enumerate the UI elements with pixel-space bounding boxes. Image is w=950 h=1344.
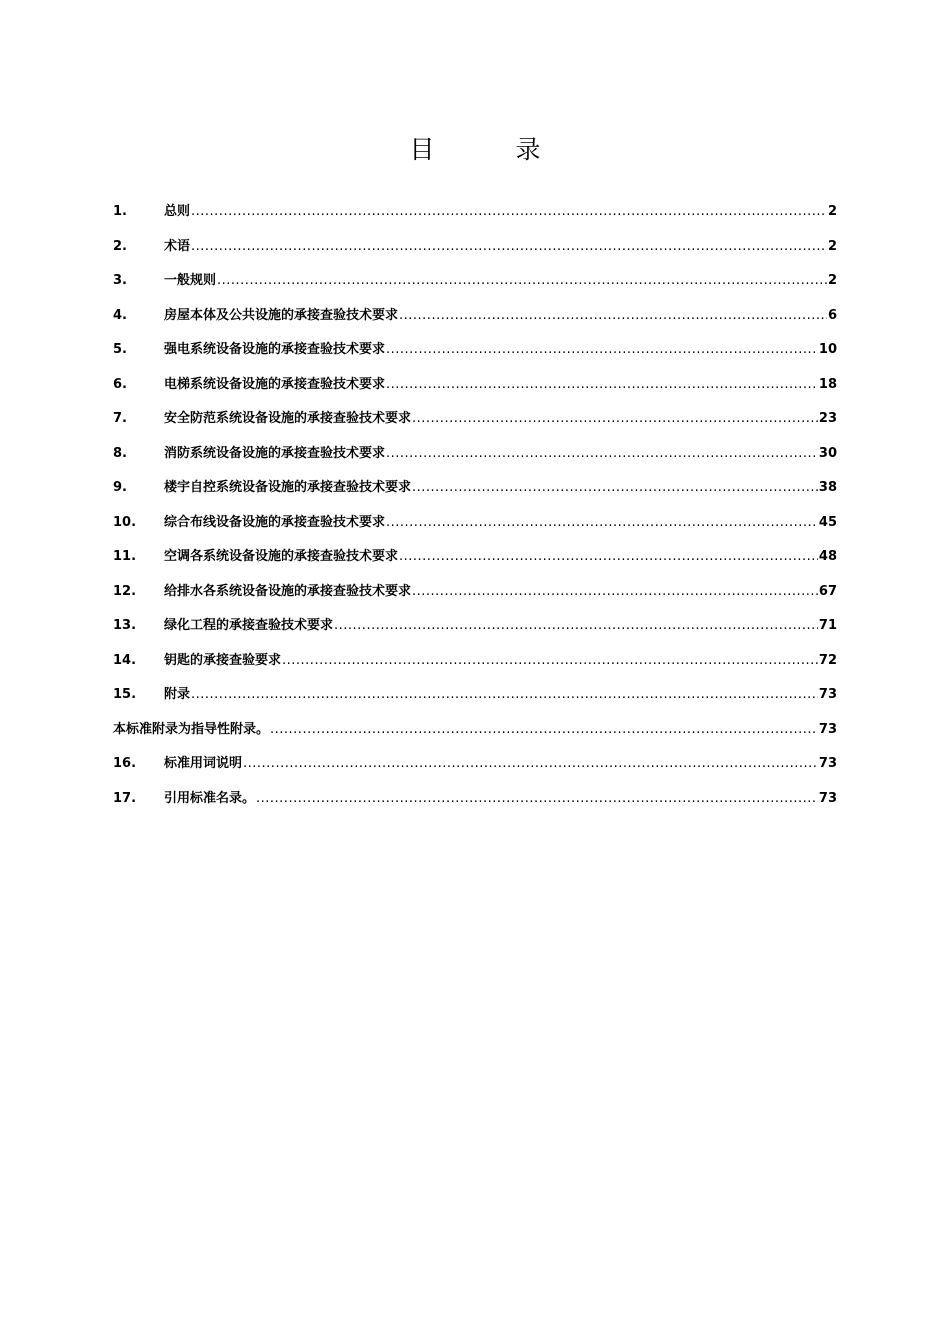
toc-leader-dots (191, 687, 818, 702)
toc-entry-number: 15. (113, 687, 137, 702)
toc-leader-dots (412, 411, 818, 426)
toc-entry-number: 7. (113, 411, 127, 426)
toc-leader-dots (282, 653, 818, 668)
toc-leader-dots (386, 342, 818, 357)
toc-entry-number: 14. (113, 652, 137, 668)
toc-entry-title: 标准用词说明 (164, 756, 243, 771)
toc-entry[interactable] (113, 649, 837, 684)
toc-entry-title: 综合布线设备设施的承接查验技术要求 (164, 514, 386, 530)
toc-entry-page: 2 (827, 204, 837, 219)
toc-entry-title: 绿化工程的承接查验技术要求 (164, 618, 334, 633)
toc-entry[interactable] (113, 787, 837, 822)
toc-entry[interactable] (113, 304, 837, 339)
toc-entry-page: 38 (818, 480, 837, 495)
toc-entry-page: 18 (818, 376, 837, 392)
toc-entry-number: 3. (113, 273, 127, 288)
toc-entry[interactable] (113, 373, 837, 408)
toc-entry-page: 48 (818, 549, 837, 564)
toc-leader-dots (243, 756, 818, 771)
toc-leader-dots (256, 791, 818, 806)
toc-entry-number: 13. (113, 618, 137, 633)
toc-entry[interactable] (113, 442, 837, 477)
toc-entry[interactable] (113, 476, 837, 511)
toc-entry-title: 空调各系统设备设施的承接查验技术要求 (164, 549, 399, 564)
toc-entry[interactable] (113, 269, 837, 304)
toc-entry-title: 消防系统设备设施的承接查验技术要求 (164, 445, 386, 461)
toc-entry-title: 强电系统设备设施的承接查验技术要求 (164, 342, 386, 357)
toc-entry-page: 30 (818, 445, 837, 461)
toc-entry-number: 1. (113, 204, 127, 219)
toc-entry-title: 给排水各系统设备设施的承接查验技术要求 (164, 583, 412, 599)
toc-entry-title: 房屋本体及公共设施的承接查验技术要求 (164, 307, 399, 323)
toc-entry[interactable] (113, 338, 837, 373)
toc-entry-page: 73 (818, 687, 837, 702)
toc-entry-page: 73 (818, 756, 837, 771)
toc-entry-number: 5. (113, 342, 127, 357)
toc-entry-number: 12. (113, 583, 137, 599)
toc-entry-number: 6. (113, 376, 127, 392)
toc-entry[interactable] (113, 407, 837, 442)
toc-entry-page: 71 (818, 618, 837, 633)
toc-entry-page: 23 (818, 411, 837, 426)
toc-entry-number: 10. (113, 514, 137, 530)
toc-leader-dots (386, 377, 818, 392)
toc-entry[interactable] (113, 200, 837, 235)
toc-entry-page: 2 (827, 238, 837, 254)
table-of-contents (113, 200, 837, 821)
toc-entry[interactable] (113, 580, 837, 615)
toc-leader-dots (399, 549, 818, 564)
toc-entry-number: 4. (113, 307, 127, 323)
page-title: 目 录 (409, 135, 569, 164)
toc-entry-number: 17. (113, 790, 137, 806)
toc-leader-dots (386, 515, 818, 530)
toc-entry[interactable] (113, 752, 837, 787)
toc-entry-title: 钥匙的承接查验要求 (164, 652, 282, 668)
toc-entry-page: 73 (818, 790, 837, 806)
toc-entry-title: 附录 (164, 687, 191, 702)
toc-entry-title: 术语 (164, 238, 191, 254)
toc-entry-unnumbered[interactable] (113, 718, 837, 753)
toc-entry-page: 67 (818, 583, 837, 599)
toc-leader-dots (191, 204, 827, 219)
toc-entry[interactable] (113, 511, 837, 546)
toc-leader-dots (217, 273, 827, 288)
toc-entry[interactable] (113, 235, 837, 270)
toc-entry-page: 10 (818, 342, 837, 357)
toc-leader-dots (386, 446, 818, 461)
toc-entry-page: 45 (818, 514, 837, 530)
toc-entry-title: 楼宇自控系统设备设施的承接查验技术要求 (164, 480, 412, 495)
toc-leader-dots (270, 722, 818, 737)
toc-entry-page: 2 (827, 273, 837, 288)
toc-entry-page: 73 (818, 721, 837, 737)
toc-entry-number: 11. (113, 549, 137, 564)
toc-entry-title: 一般规则 (164, 273, 217, 288)
toc-entry-title: 安全防范系统设备设施的承接查验技术要求 (164, 411, 412, 426)
toc-entry-page: 6 (827, 307, 837, 323)
toc-entry-title: 引用标准名录。 (164, 790, 256, 806)
toc-entry-title: 电梯系统设备设施的承接查验技术要求 (164, 376, 386, 392)
toc-entry-number: 9. (113, 480, 127, 495)
toc-entry[interactable] (113, 545, 837, 580)
toc-entry-number: 8. (113, 445, 127, 461)
toc-entry-title: 总则 (164, 204, 191, 219)
toc-leader-dots (191, 239, 827, 254)
toc-entry-number: 2. (113, 238, 127, 254)
toc-entry-title: 本标准附录为指导性附录。 (113, 721, 270, 737)
toc-entry-number: 16. (113, 756, 137, 771)
toc-entry[interactable] (113, 614, 837, 649)
toc-leader-dots (334, 618, 818, 633)
toc-leader-dots (412, 480, 818, 495)
toc-leader-dots (399, 308, 827, 323)
toc-leader-dots (412, 584, 818, 599)
toc-entry-page: 72 (818, 652, 837, 668)
toc-entry[interactable] (113, 683, 837, 718)
